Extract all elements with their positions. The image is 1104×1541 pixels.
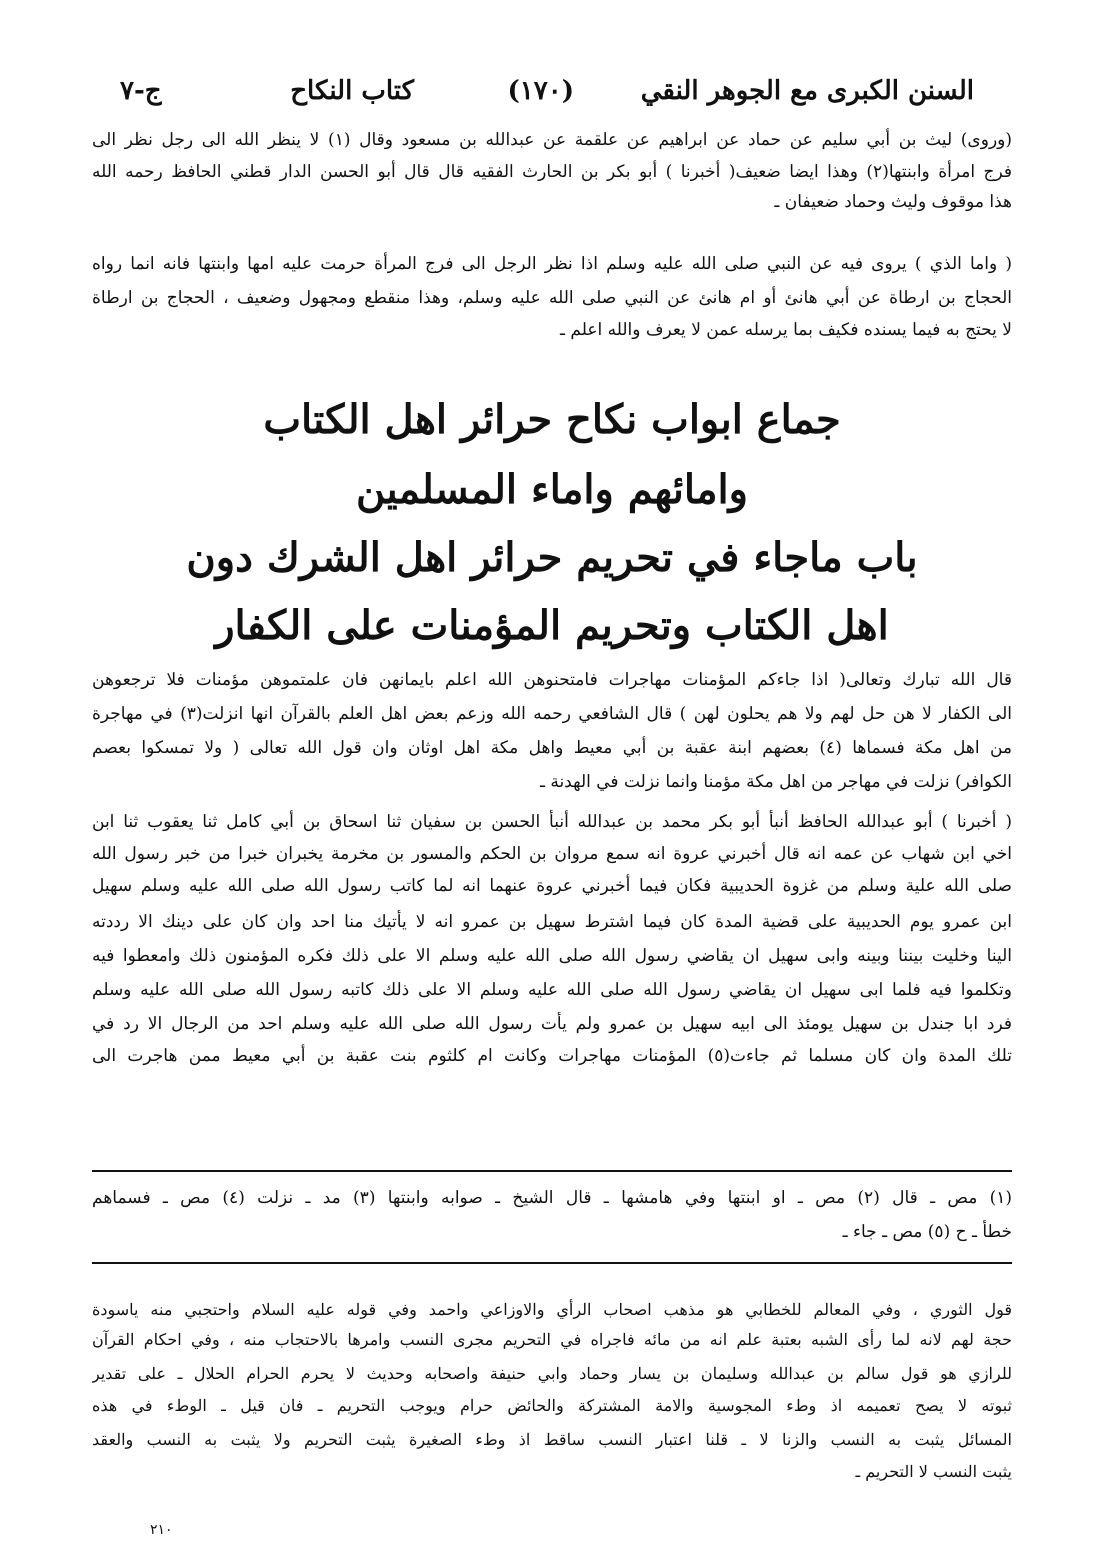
section-heading: اهل الكتاب وتحريم المؤمنات على الكفار — [215, 602, 889, 649]
volume-number: ج-٧ — [120, 76, 162, 106]
page-number: (١٧٠) — [507, 76, 574, 106]
commentary-line: ثبوته لا يصح تعميمه اذ وطء المجوسية والامة المشتركة والحائض حرام ويوجب التحريم ـ فان قيل ـ الوطء في هذه — [92, 1396, 1012, 1415]
page-footer-mark: ٢١٠ — [150, 1522, 173, 1538]
text-line: صلى الله علية وسلم من غزوة الحديبية فكان فيما أخبرني عروة عنهما انه لما كاتب رسول الله صلى الله عليه وسلم سهيل — [92, 876, 1012, 896]
text-line: الينا وخليت بيننا وبينه وابى سهيل ان يقاضي رسول الله صلى الله عليه وسلم الا على ذلك فكره المؤمنون ذلك وامعطوا فيه — [92, 946, 1012, 966]
text-line: الحجاج بن ارطاة عن أبي هانئ أو ام هانئ عن النبي صلى الله عليه وسلم، وهذا منقطع ومجهول وضعيف ، الحجاج بن ارطاة — [92, 288, 1012, 308]
text-line: من اهل مكة فسماها (٤) بعضهم ابنة عقبة بن أبي معيط واهل مكة اهل اوثان وان قول الله تعالى ( ولا تمسكوا بعصم — [92, 738, 1012, 758]
text-line: قال الله تبارك وتعالى( اذا جاءكم المؤمنات مهاجرات فامتحنوهن الله اعلم بايمانهن فان علمتموهن مؤمنات فلا ترجعوهن — [92, 670, 1012, 690]
text-line: فرد ابا جندل بن سهيل يومئذ الى ابيه سهيل بن عمرو ولم يأت رسول الله صلى الله عليه وسلم احد من الرجال الا رد في — [92, 1014, 1012, 1034]
text-line: لا يحتج به فيما يسنده فكيف بما يرسله عمن لا يعرف والله اعلم ـ — [560, 320, 1012, 340]
commentary-divider — [92, 1262, 1012, 1264]
commentary-line: قول الثوري ، وفي المعالم للخطابي هو مذهب اصحاب الرأي والاوزاعي واحمد وفي قوله عليه السلام واحتجبي منه ياسودة — [92, 1300, 1012, 1319]
text-line: وتكلموا فيه فلما ابى سهيل ان يقاضي رسول الله صلى الله عليه وسلم الا على ذلك كاتبه رسول الله صلى الله عليه وسلم — [92, 980, 1012, 1000]
text-line: ( واما الذي ) يروى فيه عن النبي صلى الله عليه وسلم اذا نظر الرجل الى فرج المرأة حرمت عليه امها وابنتها فانه انما رواه — [92, 254, 1012, 274]
text-line: ابن عمرو يوم الحديبية على قضية المدة كان فيما اشترط سهيل بن عمرو انه لا يأتيك منا احد وان كان على دينك الا رددته — [92, 912, 1012, 932]
text-line: الى الكفار لا هن حل لهم ولا هم يحلون لهن ) قال الشافعي رحمه الله وزعم بعض اهل العلم بالقرآن انها انزلت(٣) في مهاجرة — [92, 704, 1012, 724]
section-heading: وامائهم واماء المسلمين — [356, 466, 748, 513]
commentary-line: المسائل يثبت به النسب والزنا لا ـ قلنا اعتبار النسب ساقط اذ وطء الصغيرة يثبت التحريم ولا يثبت به النسب والعقد — [92, 1430, 1012, 1449]
text-line: (وروى) ليث بن أبي سليم عن حماد عن ابراهيم عن علقمة عن عبدالله بن مسعود وقال (١) لا ينظر الله الى رجل نظر الى — [92, 130, 1012, 150]
section-heading: باب ماجاء في تحريم حرائر اهل الشرك دون — [186, 534, 918, 581]
chapter-title: كتاب النكاح — [290, 76, 414, 106]
text-line: هذا موقوف وليث وحماد ضعيفان ـ — [774, 192, 1012, 212]
text-line: فرج امرأة وابنتها(٢) وهذا ايضا ضعيف( أخبرنا ) أبو بكر بن الحارث الفقيه قال قال أبو الحسن الدار قطني الحافظ رحمه الله — [92, 162, 1012, 182]
text-line: تلك المدة وان كان مسلما ثم جاءت(٥) المؤمنات مهاجرات وكانت ام كلثوم بنت عقبة بن أبي معيط ممن هاجرت الى — [92, 1046, 1012, 1066]
commentary-line: يثبت النسب لا التحريم ـ — [855, 1462, 1012, 1481]
text-line: اخي ابن شهاب عن عمه انه قال أخبرني عروة انه سمع مروان بن الحكم والمسور بن مخرمة يخبران خبرا من خبر رسول الله — [92, 844, 1012, 864]
section-heading: جماع ابواب نكاح حرائر اهل الكتاب — [263, 396, 841, 443]
footnote-line: خطأ ـ ح (٥) مص ـ جاء ـ — [842, 1222, 1012, 1242]
footnote-divider — [92, 1170, 1012, 1172]
commentary-line: للرازي هو قول سالم بن عبدالله وسليمان بن يسار وحماد وابي حنيفة واصحابه وحديث لا يحرم الحرام الحلال ـ على تقدير — [92, 1364, 1012, 1383]
commentary-line: حجة لهم لانه لما رأى الشبه بعتبة علم انه من مائه فاجراه في التحريم مجرى النسب وامرها بالاحتجاب منه ، وفي احكام القرآن — [92, 1330, 1012, 1349]
footnote-line: (١) مص ـ قال (٢) مص ـ او ابنتها وفي هامشها ـ قال الشيخ ـ صوابه وابنتها (٣) مد ـ نزلت (٤) مص ـ فسماهم — [92, 1188, 1012, 1208]
text-line: ( أخبرنا ) أبو عبدالله الحافظ أنبأ أبو بكر محمد بن عبدالله أنبأ الحسن بن سفيان ثنا اسحاق بن أبي كامل ثنا يعقوب ثنا ابن — [92, 812, 1012, 832]
text-line: الكوافر) نزلت في مهاجر من اهل مكة مؤمنا وانما نزلت في الهدنة ـ — [539, 772, 1012, 792]
running-header — [120, 76, 974, 116]
book-title: السنن الكبرى مع الجوهر النقي — [640, 76, 974, 106]
